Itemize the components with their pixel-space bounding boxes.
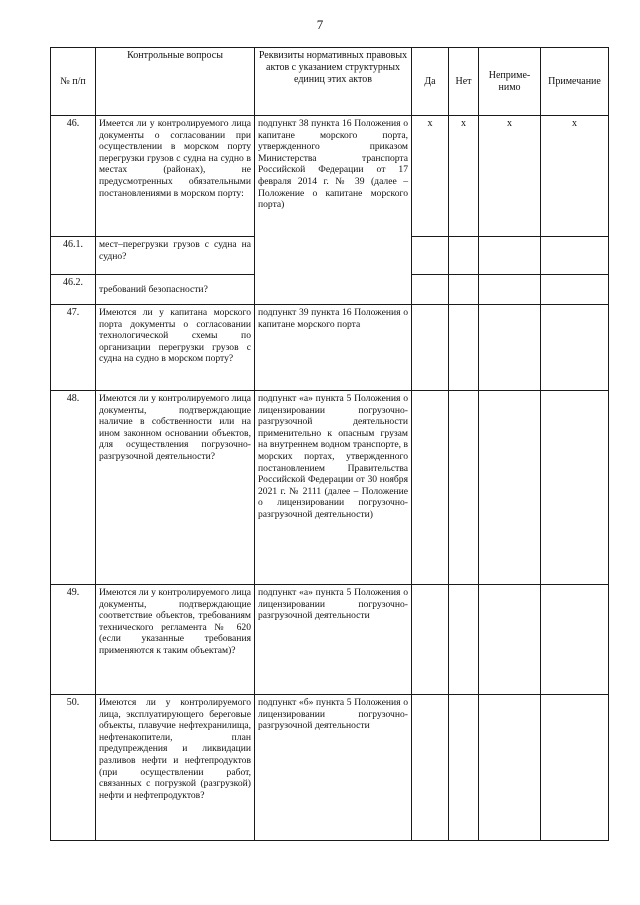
cell-no: x	[449, 116, 479, 237]
cell-yes	[412, 305, 449, 391]
row-legal-reference: подпункт «а» пункта 5 Положения о лицензировании погрузочно-разгрузочной деятельности применительно к опасным грузам на внутреннем водном транспорте, в морских портах, утвержденного постановлением Правительства Российской Федерации от 30 ноября 2021 г. № 2111 (далее – Положение о лицензировании погрузочно-разгрузочной деятельности)	[255, 391, 412, 585]
page-number: 7	[316, 17, 324, 32]
cell-yes	[412, 695, 449, 841]
row-question: Имеются ли у контролируемого лица документы, подтверждающие соответствие объектов, требованиям технического регламента № 620 (если указанные требования применяются к таким объектам)?	[96, 585, 255, 695]
cell-no	[449, 305, 479, 391]
column-header-questions: Контрольные вопросы	[96, 48, 255, 116]
row-legal-reference: подпункт «б» пункта 5 Положения о лицензировании погрузочно-разгрузочной деятельности	[255, 695, 412, 841]
row-number: 47.	[51, 305, 96, 391]
cell-no	[449, 391, 479, 585]
control-questions-table	[50, 47, 609, 841]
column-header-not-applicable: Неприме-нимо	[479, 48, 541, 116]
table-header-row	[51, 48, 609, 116]
cell-note	[541, 391, 609, 585]
table-row	[51, 585, 609, 695]
column-header-note: Примечание	[541, 48, 609, 116]
row-legal-reference: подпункт 39 пункта 16 Положения о капитане морского порта	[255, 305, 412, 391]
row-question: Имеются ли у капитана морского порта документы о согласовании технологической схемы по организации перегрузки грузов с судна на судно в морском порту?	[96, 305, 255, 391]
row-question: Имеется ли у контролируемого лица документы о согласовании при осуществлении в морском порту перегрузки грузов с судна на судно в местах (районах), не предусмотренных обязательными постановлениями в морском порту:	[96, 116, 255, 237]
cell-yes	[412, 585, 449, 695]
row-number: 46.1.	[51, 237, 96, 275]
cell-yes	[412, 237, 449, 275]
cell-note	[541, 585, 609, 695]
cell-not-applicable	[479, 275, 541, 305]
row-question: Имеются ли у контролируемого лица документы, подтверждающие наличие в собственности или на ином законном основании объектов, для осуществления погрузочно-разгрузочной деятельности?	[96, 391, 255, 585]
cell-not-applicable	[479, 391, 541, 585]
row-legal-reference: подпункт «а» пункта 5 Положения о лицензировании погрузочно-разгрузочной деятельности	[255, 585, 412, 695]
row-legal-reference: подпункт 38 пункта 16 Положения о капитане морского порта, утвержденного приказом Министерства транспорта Российской Федерации от 17 февраля 2014 г. № 39 (далее – Положение о капитане морского порта)	[255, 116, 412, 305]
row-number: 46.	[51, 116, 96, 237]
cell-no	[449, 275, 479, 305]
cell-yes	[412, 391, 449, 585]
row-number: 49.	[51, 585, 96, 695]
column-header-no: Нет	[449, 48, 479, 116]
row-question: Имеются ли у контролируемого лица, эксплуатирующего береговые объекты, плавучие нефтехранилища, нефтенакопители, план предупреждения и ликвидации разливов нефти и нефтепродуктов (при осуществлении работ, связанных с погрузкой (разгрузкой) нефти и нефтепродуктов?	[96, 695, 255, 841]
cell-not-applicable	[479, 305, 541, 391]
cell-not-applicable	[479, 695, 541, 841]
row-question: требований безопасности?	[96, 275, 255, 305]
table-row	[51, 391, 609, 585]
cell-no	[449, 695, 479, 841]
column-header-acts: Реквизиты нормативных правовых актов с указанием структурных единиц этих актов	[255, 48, 412, 116]
row-number: 48.	[51, 391, 96, 585]
cell-note	[541, 305, 609, 391]
cell-note	[541, 695, 609, 841]
row-number: 50.	[51, 695, 96, 841]
row-question: мест–перегрузки грузов с судна на судно?	[96, 237, 255, 275]
table-row	[51, 695, 609, 841]
cell-no	[449, 585, 479, 695]
cell-not-applicable	[479, 237, 541, 275]
table-row	[51, 116, 609, 237]
row-number: 46.2.	[51, 275, 96, 305]
column-header-yes: Да	[412, 48, 449, 116]
cell-not-applicable: x	[479, 116, 541, 237]
cell-not-applicable	[479, 585, 541, 695]
cell-note: x	[541, 116, 609, 237]
column-header-number: № п/п	[51, 48, 96, 116]
cell-note	[541, 237, 609, 275]
table-row	[51, 305, 609, 391]
cell-note	[541, 275, 609, 305]
cell-yes	[412, 275, 449, 305]
cell-yes: x	[412, 116, 449, 237]
cell-no	[449, 237, 479, 275]
